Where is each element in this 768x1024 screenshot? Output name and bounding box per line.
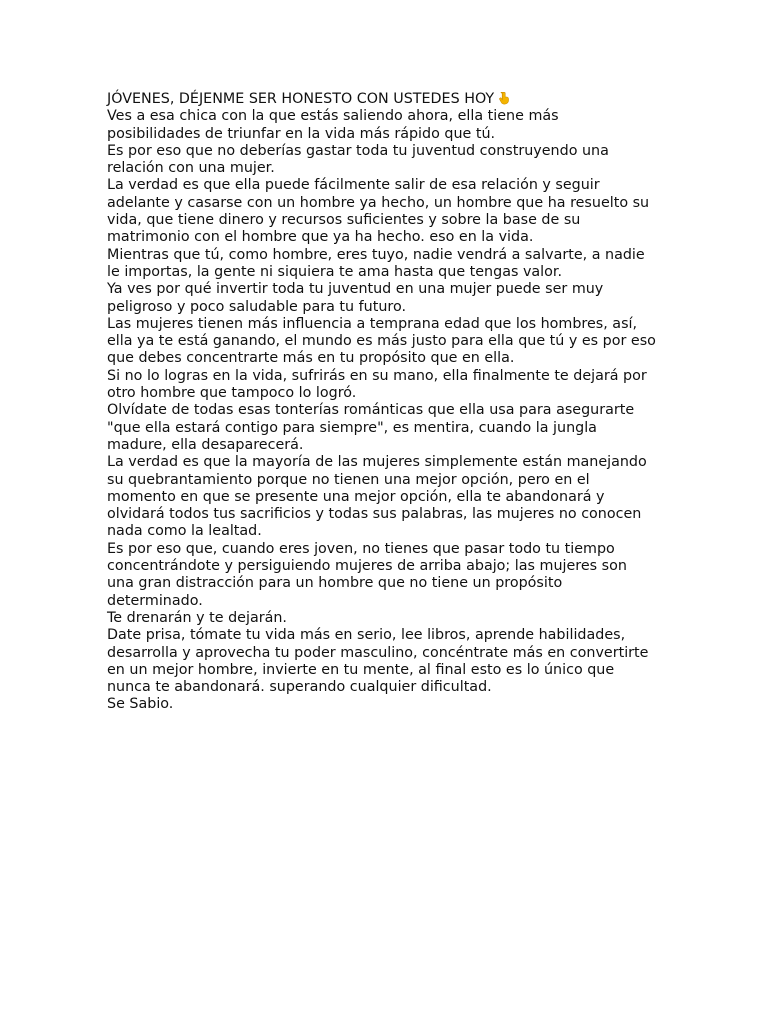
body-text-line: momento en que se presente una mejor opción, ella te abandonará y [107,488,605,505]
body-text-line: nunca te abandonará. superando cualquier dificultad. [107,679,492,696]
body-text-line: madure, ella desaparecerá. [107,436,304,453]
body-text-line: en un mejor hombre, invierte en tu mente, al final esto es lo único que [107,661,615,678]
body-text-line: le importas, la gente ni siquiera te ama hasta que tengas valor. [107,263,563,280]
body-text-line: ella ya te está ganando, el mundo es más justo para ella que tú y es por eso [107,333,656,350]
body-text-line: Date prisa, tómate tu vida más en serio, lee libros, aprende habilidades, [107,627,626,644]
document-lines [107,108,677,713]
body-text-line: olvidará todos tus sacrificios y todas sus palabras, las mujeres no conocen [107,506,642,523]
body-text-line: La verdad es que ella puede fácilmente salir de esa relación y seguir [107,177,600,194]
body-text-line: determinado. [107,592,203,609]
document-title-text: JÓVENES, DÉJENME SER HONESTO CON USTEDES HOY [107,91,495,107]
body-text-line: posibilidades de triunfar en la vida más rápido que tú. [107,125,496,142]
body-text-line: "que ella estará contigo para siempre", es mentira, cuando la jungla [107,419,597,436]
body-text-line: La verdad es que la mayoría de las mujeres simplemente están manejando [107,454,647,471]
body-text-line: su quebrantamiento porque no tienen una mejor opción, pero en el [107,471,590,488]
body-text-line: que debes concentrarte más en tu propósito que en ella. [107,350,515,367]
body-text-line: Te drenarán y te dejarán. [107,609,287,626]
pointing-down-hand-icon [497,91,511,105]
body-text-line: nada como la lealtad. [107,523,262,540]
body-text-line: Ya ves por qué invertir toda tu juventud en una mujer puede ser muy [107,281,604,298]
body-text-line: concentrándote y persiguiendo mujeres de arriba abajo; las mujeres son [107,558,627,575]
body-text-line: adelante y casarse con un hombre ya hecho, un hombre que ha resuelto su [107,194,650,211]
body-text-line: matrimonio con el hombre que ya ha hecho. eso en la vida. [107,229,534,246]
body-text-line: Es por eso que, cuando eres joven, no tienes que pasar todo tu tiempo [107,540,615,557]
document-title [107,91,677,108]
body-text-line: Mientras que tú, como hombre, eres tuyo, nadie vendrá a salvarte, a nadie [107,246,645,263]
body-text-line: Las mujeres tienen más influencia a temprana edad que los hombres, así, [107,315,638,332]
body-text-line: Si no lo logras en la vida, sufrirás en su mano, ella finalmente te dejará por [107,367,647,384]
body-text-line: una gran distracción para un hombre que no tiene un propósito [107,575,563,592]
body-text-line: vida, que tiene dinero y recursos suficientes y sobre la base de su [107,212,581,229]
body-text-line: Se Sabio. [107,696,174,713]
body-text-line: otro hombre que tampoco lo logró. [107,385,357,402]
body-text-line: Ves a esa chica con la que estás saliendo ahora, ella tiene más [107,108,559,125]
document-body [107,91,677,714]
body-text-line: relación con una mujer. [107,160,275,177]
body-text-line: desarrolla y aprovecha tu poder masculino, concéntrate más en convertirte [107,644,649,661]
body-text-line: Es por eso que no deberías gastar toda tu juventud construyendo una [107,142,609,159]
body-text-line: Olvídate de todas esas tonterías románticas que ella usa para asegurarte [107,402,635,419]
body-text-line: peligroso y poco saludable para tu futuro. [107,298,406,315]
